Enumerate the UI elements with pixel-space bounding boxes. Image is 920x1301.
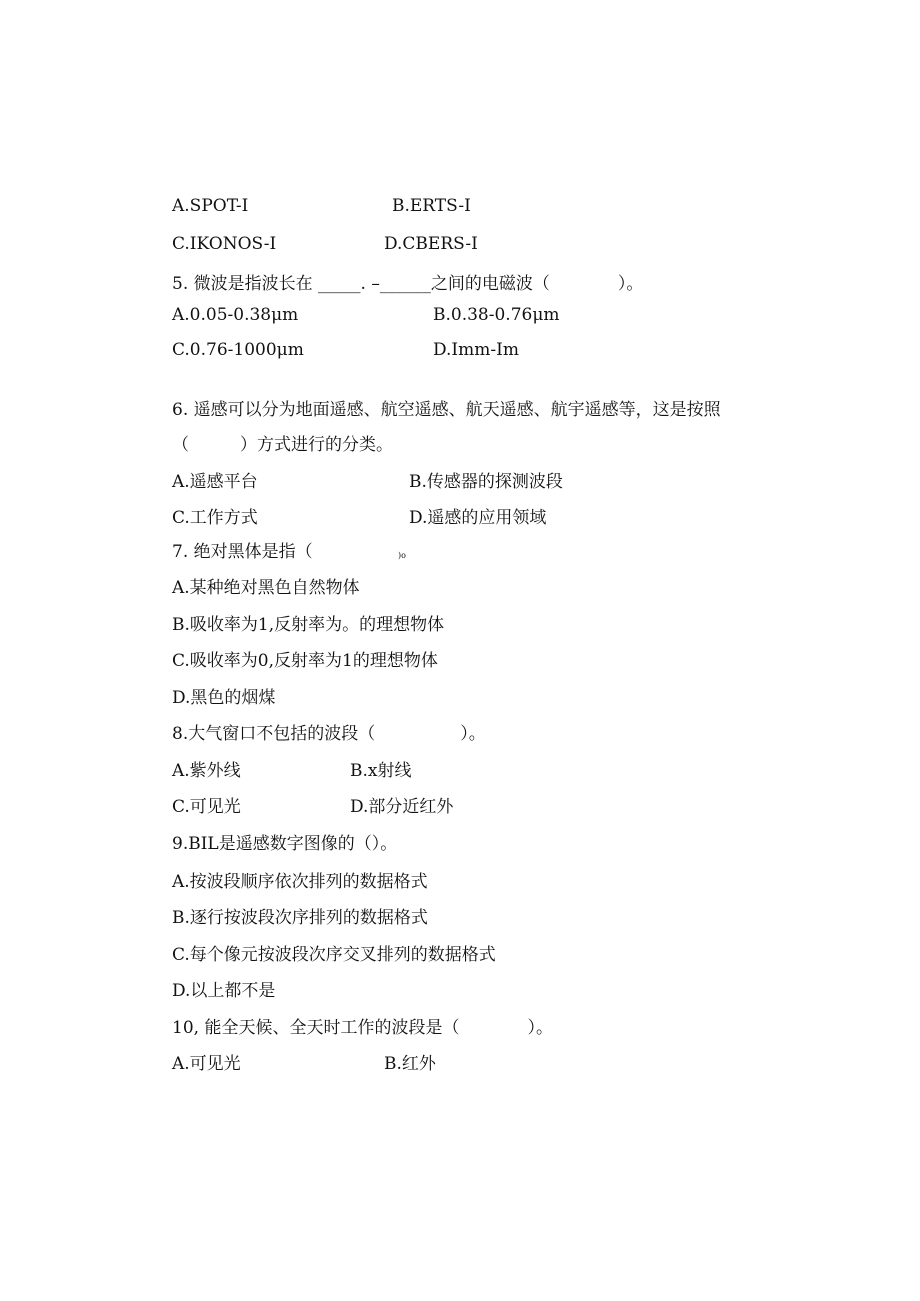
q5-stem: 5. 微波是指波长在 _____. –______之间的电磁波（ ）。 xyxy=(172,274,644,294)
q8-option-b: B.x射线 xyxy=(350,761,412,781)
q7-option-d: D.黑色的烟煤 xyxy=(172,688,276,708)
q6-option-b: B.传感器的探测波段 xyxy=(409,472,563,492)
q7-option-b: B.吸收率为1,反射率为。的理想物体 xyxy=(172,615,445,635)
q10-option-b: B.红外 xyxy=(384,1054,436,1074)
q10-option-a: A.可见光 xyxy=(172,1054,241,1074)
q4-option-d: D.CBERS-I xyxy=(384,234,478,254)
q7-option-c: C.吸收率为0,反射率为1的理想物体 xyxy=(172,651,438,671)
q8-option-a: A.紫外线 xyxy=(172,761,241,781)
q10-stem: 10, 能全天候、全天时工作的波段是（ ）。 xyxy=(172,1018,553,1038)
q8-option-c: C.可见光 xyxy=(172,797,241,817)
q9-stem: 9.BIL是遥感数字图像的（）。 xyxy=(172,834,398,854)
q5-option-d: D.Imm-Im xyxy=(433,340,519,360)
q6-option-d: D.遥感的应用领域 xyxy=(409,508,547,528)
q4-option-a: A.SPOT-I xyxy=(172,196,249,216)
q6-option-a: A.遥感平台 xyxy=(172,472,258,492)
q9-option-c: C.每个像元按波段次序交叉排列的数据格式 xyxy=(172,945,496,965)
q4-option-c: C.IKONOS-I xyxy=(172,234,277,254)
q9-option-a: A.按波段顺序依次排列的数据格式 xyxy=(172,872,428,892)
q5-option-b: B.0.38-0.76μm xyxy=(433,305,560,325)
q6-option-c: C.工作方式 xyxy=(172,508,258,528)
q9-option-b: B.逐行按波段次序排列的数据格式 xyxy=(172,908,428,928)
q7-option-a: A.某种绝对黑色自然物体 xyxy=(172,578,360,598)
q6-stem-line1: 6. 遥感可以分为地面遥感、航空遥感、航天遥感、航宇遥感等，这是按照 xyxy=(172,400,721,420)
q5-option-c: C.0.76-1000μm xyxy=(172,340,304,360)
q4-option-b: B.ERTS-I xyxy=(392,196,471,216)
q5-option-a: A.0.05-0.38μm xyxy=(172,305,299,325)
q7-stem-end: )o xyxy=(398,551,406,560)
q8-stem: 8.大气窗口不包括的波段（ ）。 xyxy=(172,724,486,744)
q9-option-d: D.以上都不是 xyxy=(172,981,276,1001)
q6-stem-line2: （ ）方式进行的分类。 xyxy=(172,435,393,455)
q8-option-d: D.部分近红外 xyxy=(350,797,454,817)
q7-stem: 7. 绝对黑体是指（ xyxy=(172,542,313,562)
